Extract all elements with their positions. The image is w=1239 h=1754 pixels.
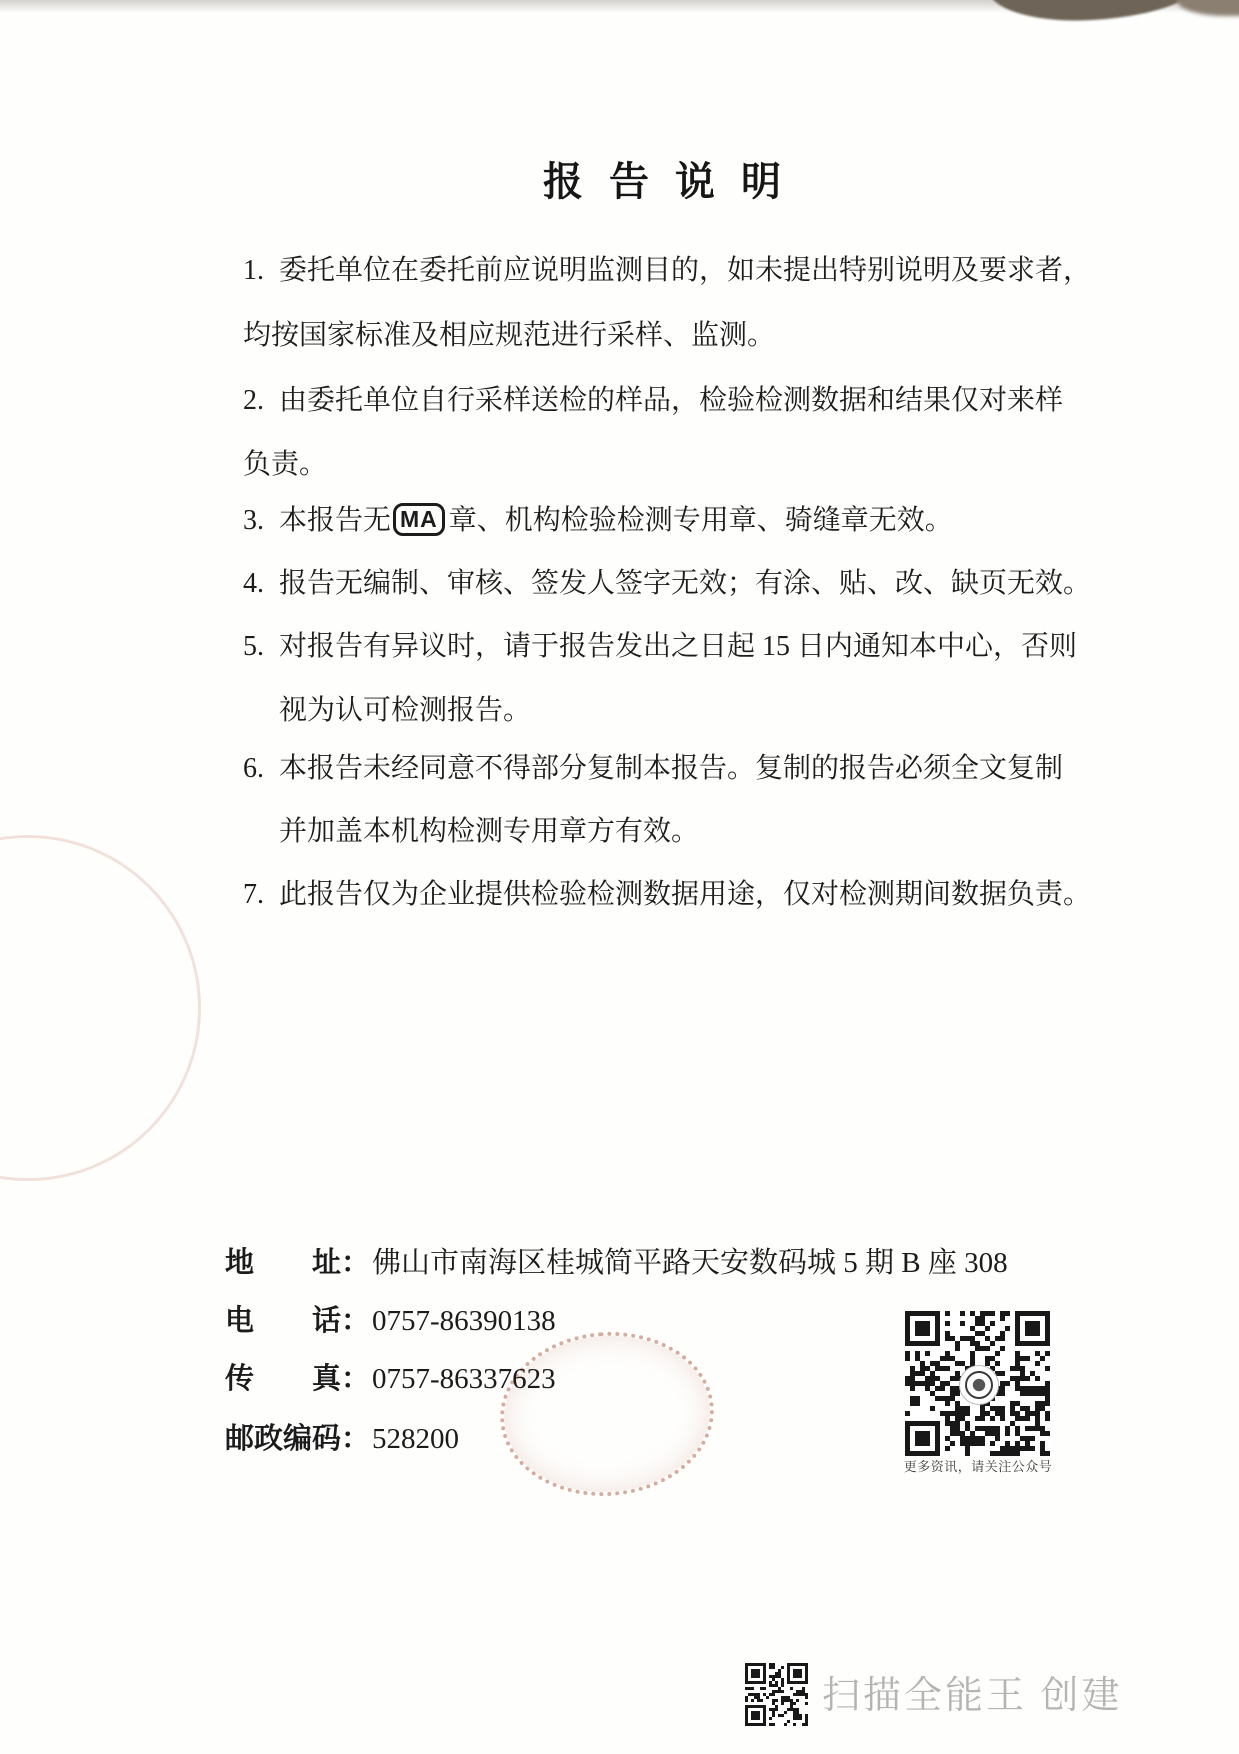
note-item-1-line-2 [243, 317, 775, 355]
note-item-6-line-1 [243, 750, 1063, 788]
contact-value: 佛山市南海区桂城简平路天安数码城 5 期 B 座 308 [372, 1247, 1008, 1279]
contact-row-address [225, 1240, 1008, 1281]
note-item-5-line-2 [279, 692, 531, 730]
note-text: 负责。 [243, 449, 328, 480]
note-text: 报告无编制、审核、签发人签字无效；有涂、贴、改、缺页无效。 [279, 568, 1092, 599]
contact-value: 0757-86390138 [372, 1305, 556, 1337]
note-text: 本报告未经同意不得部分复制本报告。复制的报告必须全文复制 [279, 753, 1064, 784]
contact-value: 0757-86337623 [372, 1363, 556, 1395]
note-item-4 [243, 565, 1091, 603]
camscanner-qr-code [745, 1662, 808, 1727]
note-item-1-line-1 [243, 252, 1091, 290]
note-text: 本报告无 [279, 505, 392, 536]
note-number: 1. [243, 255, 264, 286]
qr-caption: 更多资讯，请关注公众号 [903, 1459, 1053, 1474]
contact-row-postcode [225, 1416, 459, 1457]
contact-label: 地 址： [225, 1247, 371, 1279]
note-text: 视为认可检测报告。 [279, 695, 532, 726]
note-item-2-line-2 [243, 446, 327, 484]
note-item-6-line-2 [279, 813, 699, 851]
note-text: 委托单位在委托前应说明监测目的，如未提出特别说明及要求者， [279, 255, 1092, 286]
faint-red-stamp-arc [0, 835, 201, 1181]
note-number: 7. [243, 879, 264, 910]
contact-label: 邮政编码： [225, 1423, 371, 1455]
wechat-official-account-qr-code [905, 1311, 1050, 1456]
note-text: 此报告仅为企业提供检验检测数据用途，仅对检测期间数据负责。 [279, 879, 1092, 910]
note-item-2-line-1 [243, 382, 1063, 420]
note-number: 3. [243, 505, 264, 536]
contact-label: 电 话： [225, 1305, 371, 1337]
note-item-3 [243, 502, 953, 540]
note-number: 4. [243, 568, 264, 599]
cma-mark-icon: MA [393, 503, 445, 536]
note-number: 6. [243, 753, 264, 784]
contact-label: 传 真： [225, 1363, 371, 1395]
contact-value: 528200 [372, 1423, 460, 1455]
faint-red-stamp-ellipse [495, 1325, 720, 1504]
note-text: 章、机构检验检测专用章、骑缝章无效。 [448, 505, 953, 536]
note-number: 2. [243, 385, 264, 416]
note-item-7 [243, 876, 1091, 914]
note-text: 由委托单位自行采样送检的样品，检验检测数据和结果仅对来样 [279, 385, 1064, 416]
camscanner-watermark-text: 扫描全能王 创建 [822, 1675, 1123, 1717]
contact-row-phone [225, 1298, 556, 1339]
note-item-5-line-1 [243, 628, 1077, 666]
note-text: 并加盖本机构检测专用章方有效。 [279, 816, 700, 847]
note-text: 均按国家标准及相应规范进行采样、监测。 [243, 320, 776, 351]
note-text: 对报告有异议时，请于报告发出之日起 15 日内通知本中心，否则 [279, 631, 1078, 662]
contact-row-fax [225, 1356, 556, 1397]
page-title: 报告说明 [543, 159, 807, 204]
note-number: 5. [243, 631, 264, 662]
